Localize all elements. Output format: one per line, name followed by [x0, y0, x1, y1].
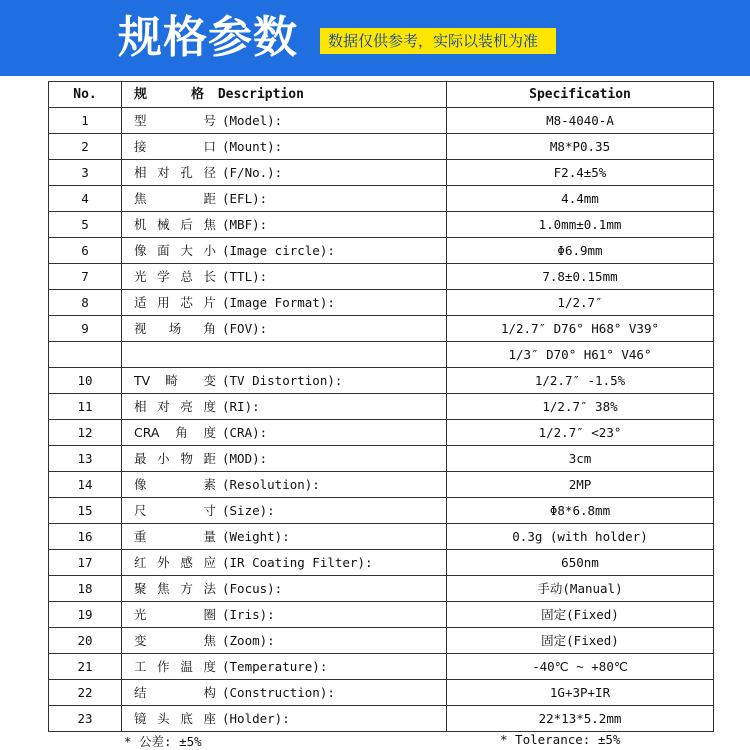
row-specification: F2.4±5%	[447, 160, 714, 186]
description-zh: 尺 寸	[134, 503, 216, 518]
table-row	[49, 550, 714, 576]
row-description	[122, 680, 447, 706]
row-specification: 1/3″ D70° H61° V46°	[447, 342, 714, 368]
row-specification: 1.0mm±0.1mm	[447, 212, 714, 238]
row-description	[122, 550, 447, 576]
row-description	[122, 394, 447, 420]
disclaimer-note: 数据仅供参考，实际以装机为准	[320, 28, 556, 54]
row-specification: 固定(Fixed)	[447, 628, 714, 654]
row-specification: 1/2.7″ D76° H68° V39°	[447, 316, 714, 342]
description-en: (Iris):	[222, 607, 275, 622]
row-description	[122, 628, 447, 654]
row-number: 5	[49, 212, 122, 238]
row-number: 9	[49, 316, 122, 342]
description-zh: 视 场 角	[134, 321, 216, 336]
row-specification: 4.4mm	[447, 186, 714, 212]
table-row	[49, 316, 714, 342]
row-specification: -40℃ ~ +80℃	[447, 654, 714, 680]
row-specification: 1/2.7″	[447, 290, 714, 316]
row-specification: 1/2.7″ -1.5%	[447, 368, 714, 394]
row-description	[122, 160, 447, 186]
row-description	[122, 602, 447, 628]
description-en: (TV Distortion):	[222, 373, 343, 388]
row-number: 7	[49, 264, 122, 290]
table-row	[49, 446, 714, 472]
row-description	[122, 238, 447, 264]
row-number: 22	[49, 680, 122, 706]
row-number: 21	[49, 654, 122, 680]
row-description	[122, 498, 447, 524]
row-number: 3	[49, 160, 122, 186]
row-number: 4	[49, 186, 122, 212]
row-number: 1	[49, 108, 122, 134]
header-specification: Specification	[447, 82, 714, 108]
row-description	[122, 420, 447, 446]
table-row	[49, 680, 714, 706]
description-zh: 变 焦	[134, 633, 216, 648]
description-en: (Resolution):	[222, 477, 320, 492]
description-zh: CRA角度	[134, 425, 216, 440]
table-row	[49, 290, 714, 316]
row-description	[122, 316, 447, 342]
table-row	[49, 342, 714, 368]
description-en: (Holder):	[222, 711, 290, 726]
description-en: (EFL):	[222, 191, 268, 206]
row-number: 14	[49, 472, 122, 498]
description-en: (RI):	[222, 399, 260, 414]
row-specification: 固定(Fixed)	[447, 602, 714, 628]
description-en: (Focus):	[222, 581, 283, 596]
spec-table	[48, 81, 714, 732]
row-number: 2	[49, 134, 122, 160]
description-zh: 适用芯片	[134, 295, 216, 310]
description-zh: 最小物距	[134, 451, 216, 466]
row-description	[122, 134, 447, 160]
tolerance-note-en: * Tolerance: ±5%	[500, 732, 621, 747]
row-description	[122, 472, 447, 498]
table-row	[49, 160, 714, 186]
table-row	[49, 602, 714, 628]
row-number: 20	[49, 628, 122, 654]
row-number: 8	[49, 290, 122, 316]
row-number: 18	[49, 576, 122, 602]
table-row	[49, 264, 714, 290]
row-number	[49, 342, 122, 368]
description-zh: TV 畸 变	[134, 373, 216, 388]
description-en: (CRA):	[222, 425, 268, 440]
table-row	[49, 576, 714, 602]
row-specification: Φ8*6.8mm	[447, 498, 714, 524]
row-number: 12	[49, 420, 122, 446]
description-zh: 光学总长	[134, 269, 216, 284]
description-zh: 镜头底座	[134, 711, 216, 726]
row-number: 15	[49, 498, 122, 524]
row-description	[122, 576, 447, 602]
row-description	[122, 654, 447, 680]
row-specification: 22*13*5.2mm	[447, 706, 714, 732]
table-row	[49, 472, 714, 498]
row-description	[122, 368, 447, 394]
row-number: 10	[49, 368, 122, 394]
row-number: 19	[49, 602, 122, 628]
description-en: (Image Format):	[222, 295, 335, 310]
description-zh: 型 号	[134, 113, 216, 128]
table-row	[49, 108, 714, 134]
table-row	[49, 238, 714, 264]
table-row	[49, 212, 714, 238]
description-en: (MBF):	[222, 217, 268, 232]
description-en: (Zoom):	[222, 633, 275, 648]
description-en: (Model):	[222, 113, 283, 128]
description-zh: 焦 距	[134, 191, 216, 206]
description-zh: 机械后焦	[134, 217, 216, 232]
row-description	[122, 446, 447, 472]
row-description	[122, 186, 447, 212]
header-desc-zh: 规 格	[134, 87, 204, 102]
row-specification: 650nm	[447, 550, 714, 576]
row-specification: 7.8±0.15mm	[447, 264, 714, 290]
row-specification: 手动(Manual)	[447, 576, 714, 602]
description-en: (TTL):	[222, 269, 268, 284]
description-zh: 红外感应	[134, 555, 216, 570]
row-specification: 1/2.7″ 38%	[447, 394, 714, 420]
description-en: (MOD):	[222, 451, 268, 466]
row-specification: 0.3g (with holder)	[447, 524, 714, 550]
description-en: (Image circle):	[222, 243, 335, 258]
row-number: 16	[49, 524, 122, 550]
row-description	[122, 342, 447, 368]
row-description	[122, 290, 447, 316]
table-row	[49, 394, 714, 420]
description-zh: 像 素	[134, 477, 216, 492]
description-en: (IR Coating Filter):	[222, 555, 373, 570]
header-banner	[0, 0, 750, 76]
row-description	[122, 264, 447, 290]
header-no: No.	[49, 82, 122, 108]
description-zh: 相对亮度	[134, 399, 216, 414]
row-specification: M8*P0.35	[447, 134, 714, 160]
table-row	[49, 186, 714, 212]
table-row	[49, 368, 714, 394]
table-row	[49, 628, 714, 654]
row-description	[122, 108, 447, 134]
row-specification: 1G+3P+IR	[447, 680, 714, 706]
table-row	[49, 706, 714, 732]
row-specification: M8-4040-A	[447, 108, 714, 134]
table-header-row	[49, 82, 714, 108]
description-zh: 光 圈	[134, 607, 216, 622]
row-description	[122, 524, 447, 550]
description-en: (FOV):	[222, 321, 268, 336]
row-number: 6	[49, 238, 122, 264]
header-desc-en: Description	[217, 87, 304, 102]
description-en: (Mount):	[222, 139, 283, 154]
description-zh: 工作温度	[134, 659, 216, 674]
description-en: (Weight):	[222, 529, 290, 544]
row-description	[122, 212, 447, 238]
table-row	[49, 420, 714, 446]
description-zh: 重 量	[134, 529, 216, 544]
description-en: (Size):	[222, 503, 275, 518]
description-en: (F/No.):	[222, 165, 283, 180]
row-number: 13	[49, 446, 122, 472]
description-zh: 相对孔径	[134, 165, 216, 180]
description-zh: 聚焦方法	[134, 581, 216, 596]
row-specification: Φ6.9mm	[447, 238, 714, 264]
row-specification: 1/2.7″ <23°	[447, 420, 714, 446]
row-number: 17	[49, 550, 122, 576]
description-en: (Construction):	[222, 685, 335, 700]
row-specification: 3cm	[447, 446, 714, 472]
table-row	[49, 654, 714, 680]
row-description	[122, 706, 447, 732]
header-description	[122, 82, 447, 108]
table-row	[49, 134, 714, 160]
table-row	[49, 498, 714, 524]
table-row	[49, 524, 714, 550]
description-en: (Temperature):	[222, 659, 328, 674]
row-specification: 2MP	[447, 472, 714, 498]
row-number: 23	[49, 706, 122, 732]
description-zh: 结 构	[134, 685, 216, 700]
page-title: 规格参数	[118, 12, 298, 63]
row-number: 11	[49, 394, 122, 420]
description-zh: 像面大小	[134, 243, 216, 258]
tolerance-note-zh: * 公差: ±5%	[124, 734, 202, 749]
spec-table-body	[49, 108, 714, 732]
description-zh: 接 口	[134, 139, 216, 154]
